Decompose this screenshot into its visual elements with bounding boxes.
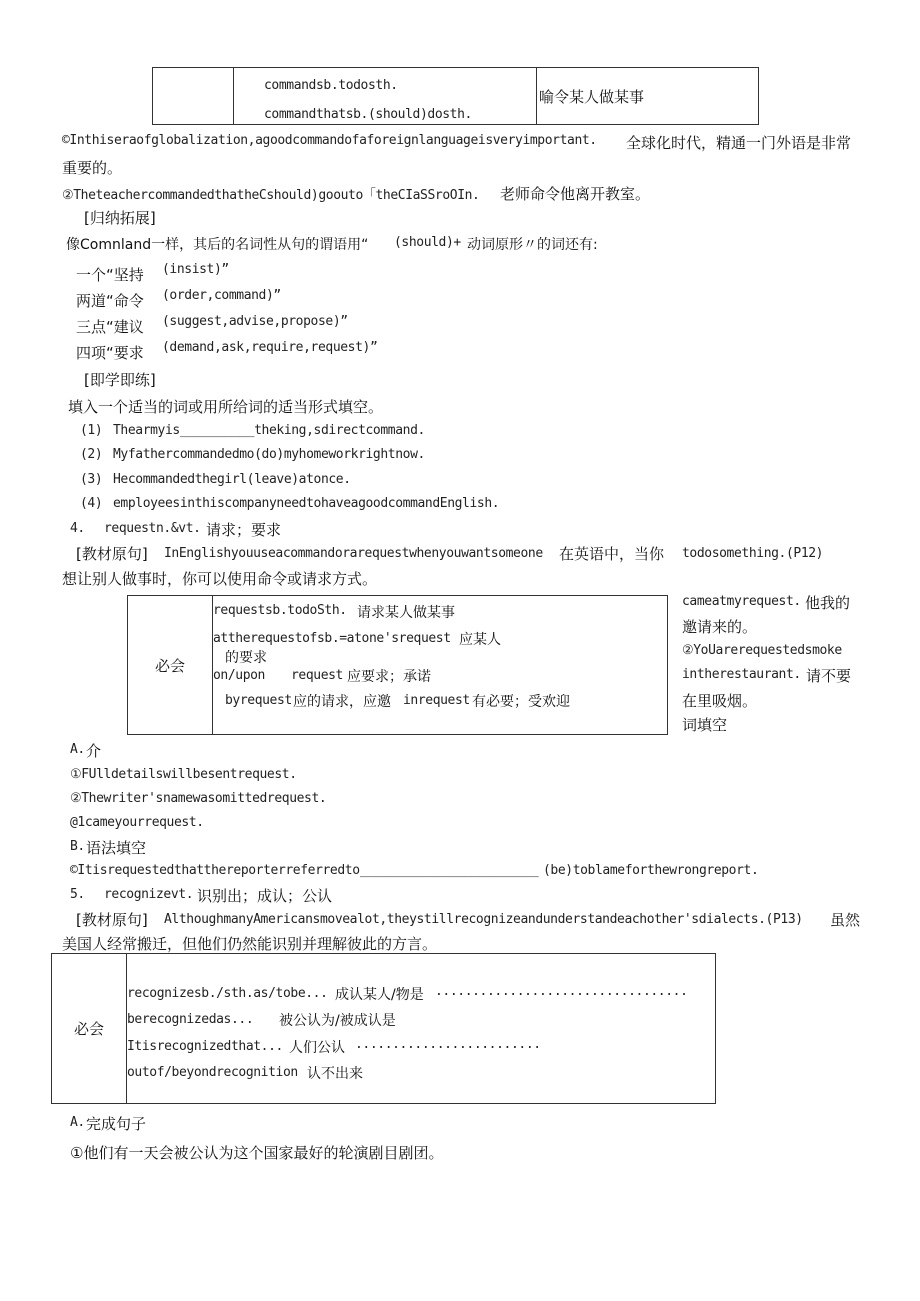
phrase-at-the-request: attherequestofsb.=atone'srequest <box>213 631 451 646</box>
part-b-item-cont: (be)toblameforthewrongreport. <box>543 863 759 878</box>
section-4-number: 4. <box>70 521 85 536</box>
heading-practice: [即学即练] <box>84 371 156 389</box>
example-1-en: ©Inthiseraofglobalization,agoodcommandofaforeignlanguageisveryimportant. <box>62 133 597 148</box>
command-table-meaning-cell <box>537 68 759 125</box>
side-fill-in-label: 词填空 <box>682 716 728 734</box>
part-a-item: @1cameyourrequest. <box>70 815 204 830</box>
command-table-empty-cell <box>153 68 234 125</box>
phrase-recognize-as-dots: .................................. <box>435 984 688 999</box>
part-a-item: ①FUlldetailswillbesentrequest. <box>70 767 297 782</box>
exercise-number: (4) <box>80 496 103 511</box>
phrase-by-request-zh: 应的请求，应邀 <box>293 694 391 710</box>
phrase-at-the-request-zh: 应某人 <box>459 632 501 648</box>
textbook-source-label-5: [教材原句] <box>76 911 148 929</box>
phrase-by-request: byrequest <box>225 693 292 708</box>
list-item-zh: 三点“建议 <box>76 318 144 336</box>
list-item-en: (order,command)” <box>162 288 281 303</box>
part-b-blank[interactable]: ________________________ <box>360 863 539 878</box>
textbook-source-en: InEnglishyouuseacommandorarequestwhenyouwantsomeone <box>164 546 543 561</box>
textbook-source-5-zh: 虽然 <box>830 911 861 929</box>
phrase-it-is-recognized: Itisrecognizedthat... <box>127 1039 283 1054</box>
section-4-word: requestn.&vt. <box>104 521 201 536</box>
part-b-label: B. <box>70 839 85 854</box>
part-a-item: ②Thewriter'snamewasomittedrequest. <box>70 791 327 806</box>
exercise-text: Thearmyis__________theking,sdirectcommand. <box>113 423 425 438</box>
summary-text-b: (should)+ <box>394 235 461 250</box>
phrase-command-sb-to-do: commandsb.todosth. <box>264 78 398 93</box>
list-item-en: (insist)” <box>162 262 229 277</box>
side-example-zh: 他我的 <box>805 594 851 612</box>
phrase-on-upon: on/upon <box>213 668 265 683</box>
exercise-number: (3) <box>80 472 103 487</box>
section-5-number: 5. <box>70 887 85 902</box>
side-example-2-zh: 请不要 <box>806 667 852 685</box>
request-table-content-cell <box>213 596 668 735</box>
list-item-en: (demand,ask,require,request)” <box>162 340 378 355</box>
phrase-request-sb-zh: 请求某人做某事 <box>357 605 455 621</box>
summary-text-a: 像Comnland一样，其后的名词性从句的谓语用“ <box>66 237 369 253</box>
phrase-it-is-recognized-zh: 人们公认 <box>289 1040 345 1056</box>
phrase-recognize-as-zh: 成认某人/物是 <box>335 987 424 1003</box>
phrase-on-upon-zh: 应要求；承诺 <box>347 669 431 685</box>
textbook-source-5-en: AlthoughmanyAmericansmovealot,theystillrecognizeandunderstandeachother'sdialects.(P13) <box>164 912 803 927</box>
phrase-be-recognized-as-zh: 被公认为/被成认是 <box>279 1013 396 1029</box>
phrase-beyond-recognition: outof/beyondrecognition <box>127 1065 298 1080</box>
section-4-meaning: 请求；要求 <box>206 521 282 539</box>
recognize-table-content-cell <box>127 954 716 1104</box>
side-example-en: cameatmyrequest. <box>682 594 801 609</box>
part-c-label: A. <box>70 1115 85 1130</box>
example-2-en: ②TheteachercommandedthatheCshould)goouto「theCIaSSroOIn. <box>62 188 480 203</box>
phrase-command-that: commandthatsb.(should)dosth. <box>264 107 472 122</box>
recognize-table <box>51 953 716 1104</box>
must-know-label: 必会 <box>73 1020 104 1038</box>
phrase-be-recognized-as: berecognizedas... <box>127 1012 254 1027</box>
exercise-number: (1) <box>80 423 103 438</box>
textbook-source-5-zh-cont: 美国人经常搬迁，但他们仍然能识别并理解彼此的方言。 <box>62 935 438 953</box>
summary-text-c: 动词原形〃的词还有: <box>467 237 598 253</box>
example-1-zh-cont: 重要的。 <box>62 159 123 177</box>
practice-instruction: 填入一个适当的词或用所给词的适当形式填空。 <box>68 398 384 416</box>
request-table-label-cell <box>128 596 213 735</box>
example-1-zh: 全球化时代，精通一门外语是非常 <box>626 134 852 152</box>
exercise-number: (2) <box>80 447 103 462</box>
recognize-table-label-cell <box>52 954 127 1104</box>
must-know-label: 必会 <box>154 656 185 675</box>
request-table <box>127 595 668 735</box>
part-b-title: 语法填空 <box>86 839 147 857</box>
textbook-source-label: [教材原句] <box>76 545 148 563</box>
list-item-zh: 两道“命令 <box>76 292 144 310</box>
command-table-phrases-cell <box>234 68 537 125</box>
section-5-word: recognizevt. <box>104 887 194 902</box>
textbook-source-en-cont: todosomething.(P12) <box>682 546 824 561</box>
phrase-request-sb: requestsb.todoSth. <box>213 603 347 618</box>
phrase-in-request-zh: 有必要；受欢迎 <box>472 694 570 710</box>
part-a-title: 介 <box>86 742 102 760</box>
exercise-text: employeesinthiscompanyneedtohaveagoodcommandEnglish. <box>113 496 500 511</box>
part-b-item: ©Itisrequestedthatthereporterreferredto <box>70 863 360 878</box>
part-a-label: A. <box>70 742 85 757</box>
exercise-text: Hecommandedthegirl(leave)atonce. <box>113 472 351 487</box>
list-item-en: (suggest,advise,propose)” <box>162 314 348 329</box>
phrase-in-request: inrequest <box>403 693 470 708</box>
side-example-zh-cont: 邀请来的。 <box>682 618 758 636</box>
phrase-recognize-as: recognizesb./sth.as/tobe... <box>127 986 328 1001</box>
part-c-item: ①他们有一天会被公认为这个国家最好的轮演剧目剧团。 <box>70 1144 444 1162</box>
exercise-text: Myfathercommandedmo(do)myhomeworkrightnow. <box>113 447 425 462</box>
command-table <box>152 67 759 125</box>
side-example-2-en: ②YoUarerequestedsmoke <box>682 643 842 658</box>
textbook-source-zh-cont: 想让别人做事时，你可以使用命令或请求方式。 <box>62 570 378 588</box>
list-item-zh: 一个“坚持 <box>76 266 144 284</box>
phrase-at-the-request-zh-cont: 的要求 <box>225 650 267 666</box>
phrase-beyond-recognition-zh: 认不出来 <box>307 1066 363 1082</box>
phrase-on-upon-request: request <box>291 668 343 683</box>
phrase-it-is-recognized-dots: ......................... <box>355 1037 541 1052</box>
side-example-2-en-cont: intherestaurant. <box>682 667 801 682</box>
heading-summary: [归纳拓展] <box>84 209 156 227</box>
section-5-meaning: 识别出；成认；公认 <box>197 887 333 905</box>
textbook-source-zh: 在英语中，当你 <box>559 545 665 563</box>
command-meaning: 喻令某人做某事 <box>539 87 645 106</box>
side-example-2-zh-cont: 在里吸烟。 <box>682 692 758 710</box>
example-2-zh: 老师命令他离开教室。 <box>500 185 651 203</box>
list-item-zh: 四项“要求 <box>76 344 144 362</box>
part-c-title: 完成句子 <box>86 1115 147 1133</box>
